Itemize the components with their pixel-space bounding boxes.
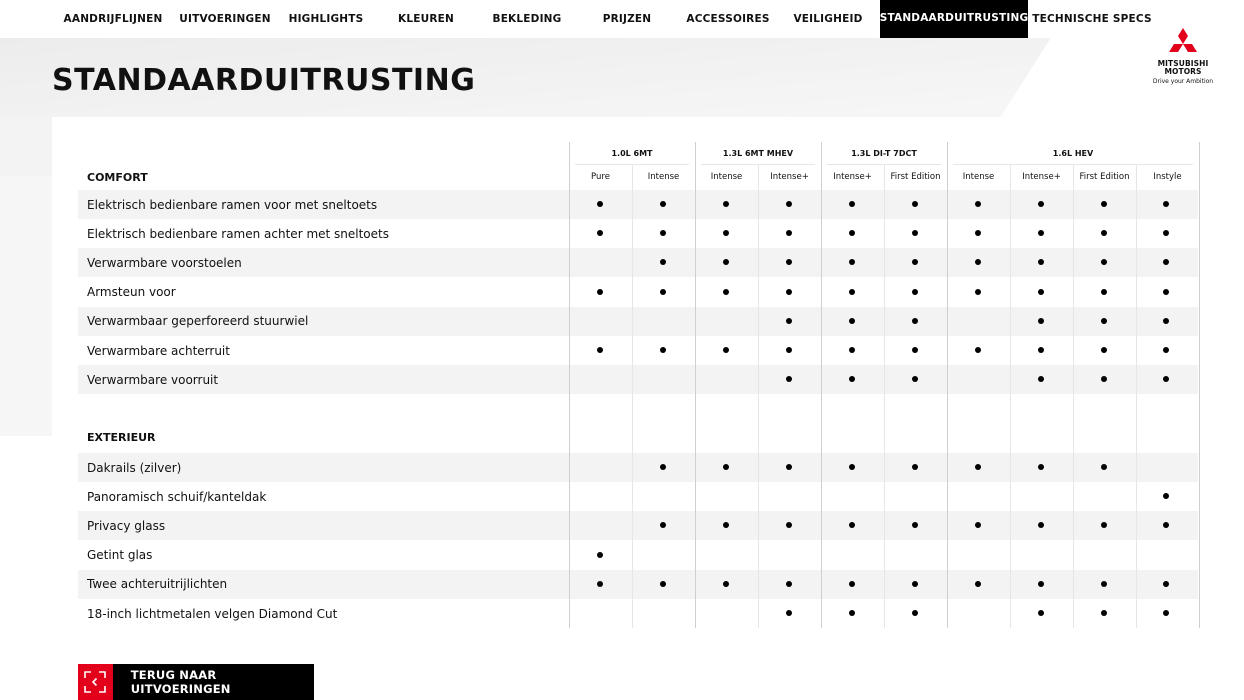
standard-feature-dot xyxy=(912,347,918,353)
column-divider xyxy=(947,142,948,628)
nav-item-veiligheid[interactable]: VEILIGHEID xyxy=(793,13,863,25)
column-divider xyxy=(758,164,759,628)
standard-feature-dot xyxy=(849,230,855,236)
standard-feature-dot xyxy=(912,464,918,470)
standard-feature-dot xyxy=(975,201,981,207)
standard-feature-dot xyxy=(912,289,918,295)
standard-feature-dot xyxy=(723,259,729,265)
standard-feature-dot xyxy=(1163,581,1169,587)
standard-feature-dot xyxy=(723,522,729,528)
standard-feature-dot xyxy=(786,464,792,470)
standard-feature-dot xyxy=(1038,581,1044,587)
standard-feature-dot xyxy=(786,522,792,528)
standard-feature-dot xyxy=(975,581,981,587)
column-divider xyxy=(569,142,570,628)
standard-feature-dot xyxy=(1163,522,1169,528)
column-divider xyxy=(821,142,822,628)
standard-feature-dot xyxy=(1163,201,1169,207)
standard-feature-dot xyxy=(660,522,666,528)
table-row xyxy=(78,453,1198,482)
standard-feature-dot xyxy=(1101,289,1107,295)
column-divider xyxy=(1199,142,1200,628)
nav-item-bekleding[interactable]: BEKLEDING xyxy=(492,13,562,25)
nav-item-accessoires[interactable]: ACCESSOIRES xyxy=(686,13,770,25)
standard-feature-dot xyxy=(849,376,855,382)
standard-feature-dot xyxy=(849,201,855,207)
trim-column-header: Intense xyxy=(962,172,995,182)
nav-item-aandrijflijnen[interactable]: AANDRIJFLIJNEN xyxy=(63,13,163,25)
standard-feature-dot xyxy=(1163,376,1169,382)
feature-label: Elektrisch bedienbare ramen achter met sneltoets xyxy=(87,226,389,241)
standard-feature-dot xyxy=(597,201,603,207)
standard-feature-dot xyxy=(849,259,855,265)
engine-group-header: 1.6L HEV xyxy=(1052,148,1094,158)
standard-feature-dot xyxy=(912,610,918,616)
standard-feature-dot xyxy=(786,318,792,324)
standard-feature-dot xyxy=(1101,581,1107,587)
standard-feature-dot xyxy=(912,581,918,587)
standard-feature-dot xyxy=(912,376,918,382)
standard-feature-dot xyxy=(1038,318,1044,324)
engine-group-header: 1.3L 6MT MHEV xyxy=(722,148,794,158)
nav-item-uitvoeringen[interactable]: UITVOERINGEN xyxy=(179,13,271,25)
standard-feature-dot xyxy=(1163,318,1169,324)
standard-feature-dot xyxy=(975,230,981,236)
table-row xyxy=(78,511,1198,540)
standard-feature-dot xyxy=(723,201,729,207)
standard-feature-dot xyxy=(723,347,729,353)
standard-feature-dot xyxy=(597,581,603,587)
mitsubishi-diamonds-icon xyxy=(1166,28,1200,60)
standard-feature-dot xyxy=(1038,347,1044,353)
column-divider xyxy=(884,164,885,628)
trim-column-header: Intense+ xyxy=(833,172,872,182)
standard-feature-dot xyxy=(786,610,792,616)
logo-brand-line1: MITSUBISHI xyxy=(1157,59,1209,68)
standard-feature-dot xyxy=(1038,201,1044,207)
table-row xyxy=(78,541,1198,570)
column-divider xyxy=(695,142,696,628)
page-title: STANDAARDUITRUSTING xyxy=(52,63,476,98)
standard-feature-dot xyxy=(660,201,666,207)
table-row xyxy=(78,482,1198,511)
standard-feature-dot xyxy=(786,376,792,382)
standard-feature-dot xyxy=(975,259,981,265)
standard-feature-dot xyxy=(1038,259,1044,265)
standard-feature-dot xyxy=(1101,318,1107,324)
table-row xyxy=(78,248,1198,277)
standard-feature-dot xyxy=(1101,610,1107,616)
table-row xyxy=(78,365,1198,394)
feature-label: Getint glas xyxy=(87,548,153,563)
standard-feature-dot xyxy=(1038,230,1044,236)
standard-feature-dot xyxy=(660,464,666,470)
standard-feature-dot xyxy=(1163,493,1169,499)
feature-label: Twee achteruitrijlichten xyxy=(87,577,228,592)
top-navigation xyxy=(0,0,1244,38)
standard-feature-dot xyxy=(849,522,855,528)
trim-column-header: First Edition xyxy=(890,172,941,182)
logo-tagline: Drive your Ambition xyxy=(1152,78,1214,85)
brand-logo[interactable] xyxy=(1148,28,1218,92)
table-row xyxy=(78,336,1198,365)
standard-feature-dot xyxy=(597,347,603,353)
standard-feature-dot xyxy=(912,230,918,236)
table-row xyxy=(78,278,1198,307)
standard-feature-dot xyxy=(723,289,729,295)
trim-column-header: Instyle xyxy=(1153,172,1182,182)
standard-feature-dot xyxy=(1163,347,1169,353)
standard-feature-dot xyxy=(1101,201,1107,207)
standard-feature-dot xyxy=(912,259,918,265)
standard-feature-dot xyxy=(912,201,918,207)
table-row xyxy=(78,219,1198,248)
standard-feature-dot xyxy=(660,230,666,236)
feature-label: Panoramisch schuif/kanteldak xyxy=(87,489,267,504)
standard-feature-dot xyxy=(597,230,603,236)
standard-feature-dot xyxy=(975,522,981,528)
standard-feature-dot xyxy=(912,522,918,528)
column-divider xyxy=(1073,164,1074,628)
column-divider xyxy=(1136,164,1137,628)
standard-feature-dot xyxy=(1163,289,1169,295)
feature-label: Verwarmbare voorstoelen xyxy=(87,255,242,270)
nav-item-kleuren[interactable]: KLEUREN xyxy=(398,13,454,25)
engine-group-header: 1.3L DI-T 7DCT xyxy=(851,148,917,158)
standard-feature-dot xyxy=(786,581,792,587)
trim-column-header: Intense+ xyxy=(1022,172,1061,182)
standard-feature-dot xyxy=(1101,376,1107,382)
standard-feature-dot xyxy=(849,581,855,587)
standard-feature-dot xyxy=(660,259,666,265)
back-icon-box xyxy=(78,664,113,700)
feature-label: Dakrails (zilver) xyxy=(87,460,182,475)
standard-feature-dot xyxy=(786,201,792,207)
standard-feature-dot xyxy=(597,552,603,558)
section-title: EXTERIEUR xyxy=(87,431,156,444)
feature-label: Verwarmbare voorruit xyxy=(87,372,219,387)
back-button-label: TERUG NAAR UITVOERINGEN xyxy=(130,668,231,696)
column-divider xyxy=(1010,164,1011,628)
standard-feature-dot xyxy=(1038,522,1044,528)
table-row xyxy=(78,570,1198,599)
nav-item-standaarduitrusting[interactable]: STANDAARDUITRUSTING xyxy=(880,0,1028,38)
standard-feature-dot xyxy=(849,464,855,470)
table-row xyxy=(78,599,1198,628)
standard-feature-dot xyxy=(786,289,792,295)
standard-feature-dot xyxy=(1101,464,1107,470)
standard-feature-dot xyxy=(1101,230,1107,236)
table-row xyxy=(78,307,1198,336)
standard-feature-dot xyxy=(1038,464,1044,470)
standard-feature-dot xyxy=(723,230,729,236)
standard-feature-dot xyxy=(849,347,855,353)
standard-feature-dot xyxy=(1038,376,1044,382)
trim-column-header: Pure xyxy=(591,172,610,182)
nav-item-prijzen[interactable]: PRIJZEN xyxy=(602,13,652,25)
column-divider xyxy=(632,164,633,628)
standard-feature-dot xyxy=(786,259,792,265)
standard-feature-dot xyxy=(597,289,603,295)
standard-feature-dot xyxy=(1101,347,1107,353)
standard-feature-dot xyxy=(1101,522,1107,528)
standard-feature-dot xyxy=(975,464,981,470)
standard-feature-dot xyxy=(849,610,855,616)
trim-column-header: Intense+ xyxy=(770,172,809,182)
corner-brackets-icon xyxy=(83,670,107,694)
standard-feature-dot xyxy=(660,581,666,587)
standard-feature-dot xyxy=(723,581,729,587)
standard-feature-dot xyxy=(1038,289,1044,295)
nav-item-highlights[interactable]: HIGHLIGHTS xyxy=(288,13,364,25)
standard-feature-dot xyxy=(1163,610,1169,616)
standard-feature-dot xyxy=(975,289,981,295)
standard-feature-dot xyxy=(1163,230,1169,236)
standard-feature-dot xyxy=(786,347,792,353)
feature-label: 18-inch lichtmetalen velgen Diamond Cut xyxy=(87,606,338,621)
standard-feature-dot xyxy=(660,289,666,295)
trim-column-header: First Edition xyxy=(1079,172,1130,182)
feature-label: Elektrisch bedienbare ramen voor met sneltoets xyxy=(87,197,378,212)
feature-label: Armsteun voor xyxy=(87,285,176,300)
table-row xyxy=(78,190,1198,219)
feature-label: Verwarmbare achterruit xyxy=(87,343,230,358)
nav-item-technische-specs[interactable]: TECHNISCHE SPECS xyxy=(1032,13,1152,25)
feature-label: Privacy glass xyxy=(87,518,166,533)
standard-feature-dot xyxy=(1163,259,1169,265)
standard-feature-dot xyxy=(912,318,918,324)
standard-feature-dot xyxy=(1101,259,1107,265)
standard-feature-dot xyxy=(1038,610,1044,616)
feature-label: Verwarmbaar geperforeerd stuurwiel xyxy=(87,314,309,329)
trim-column-header: Intense xyxy=(647,172,680,182)
standard-feature-dot xyxy=(975,347,981,353)
trim-column-header: Intense xyxy=(710,172,743,182)
logo-brand-line2: MOTORS xyxy=(1164,67,1202,76)
standard-feature-dot xyxy=(786,230,792,236)
standard-feature-dot xyxy=(849,318,855,324)
standard-feature-dot xyxy=(660,347,666,353)
standard-feature-dot xyxy=(723,464,729,470)
back-to-trims-button[interactable] xyxy=(78,664,314,700)
engine-group-header: 1.0L 6MT xyxy=(611,148,653,158)
standard-feature-dot xyxy=(849,289,855,295)
section-title: COMFORT xyxy=(87,171,148,184)
